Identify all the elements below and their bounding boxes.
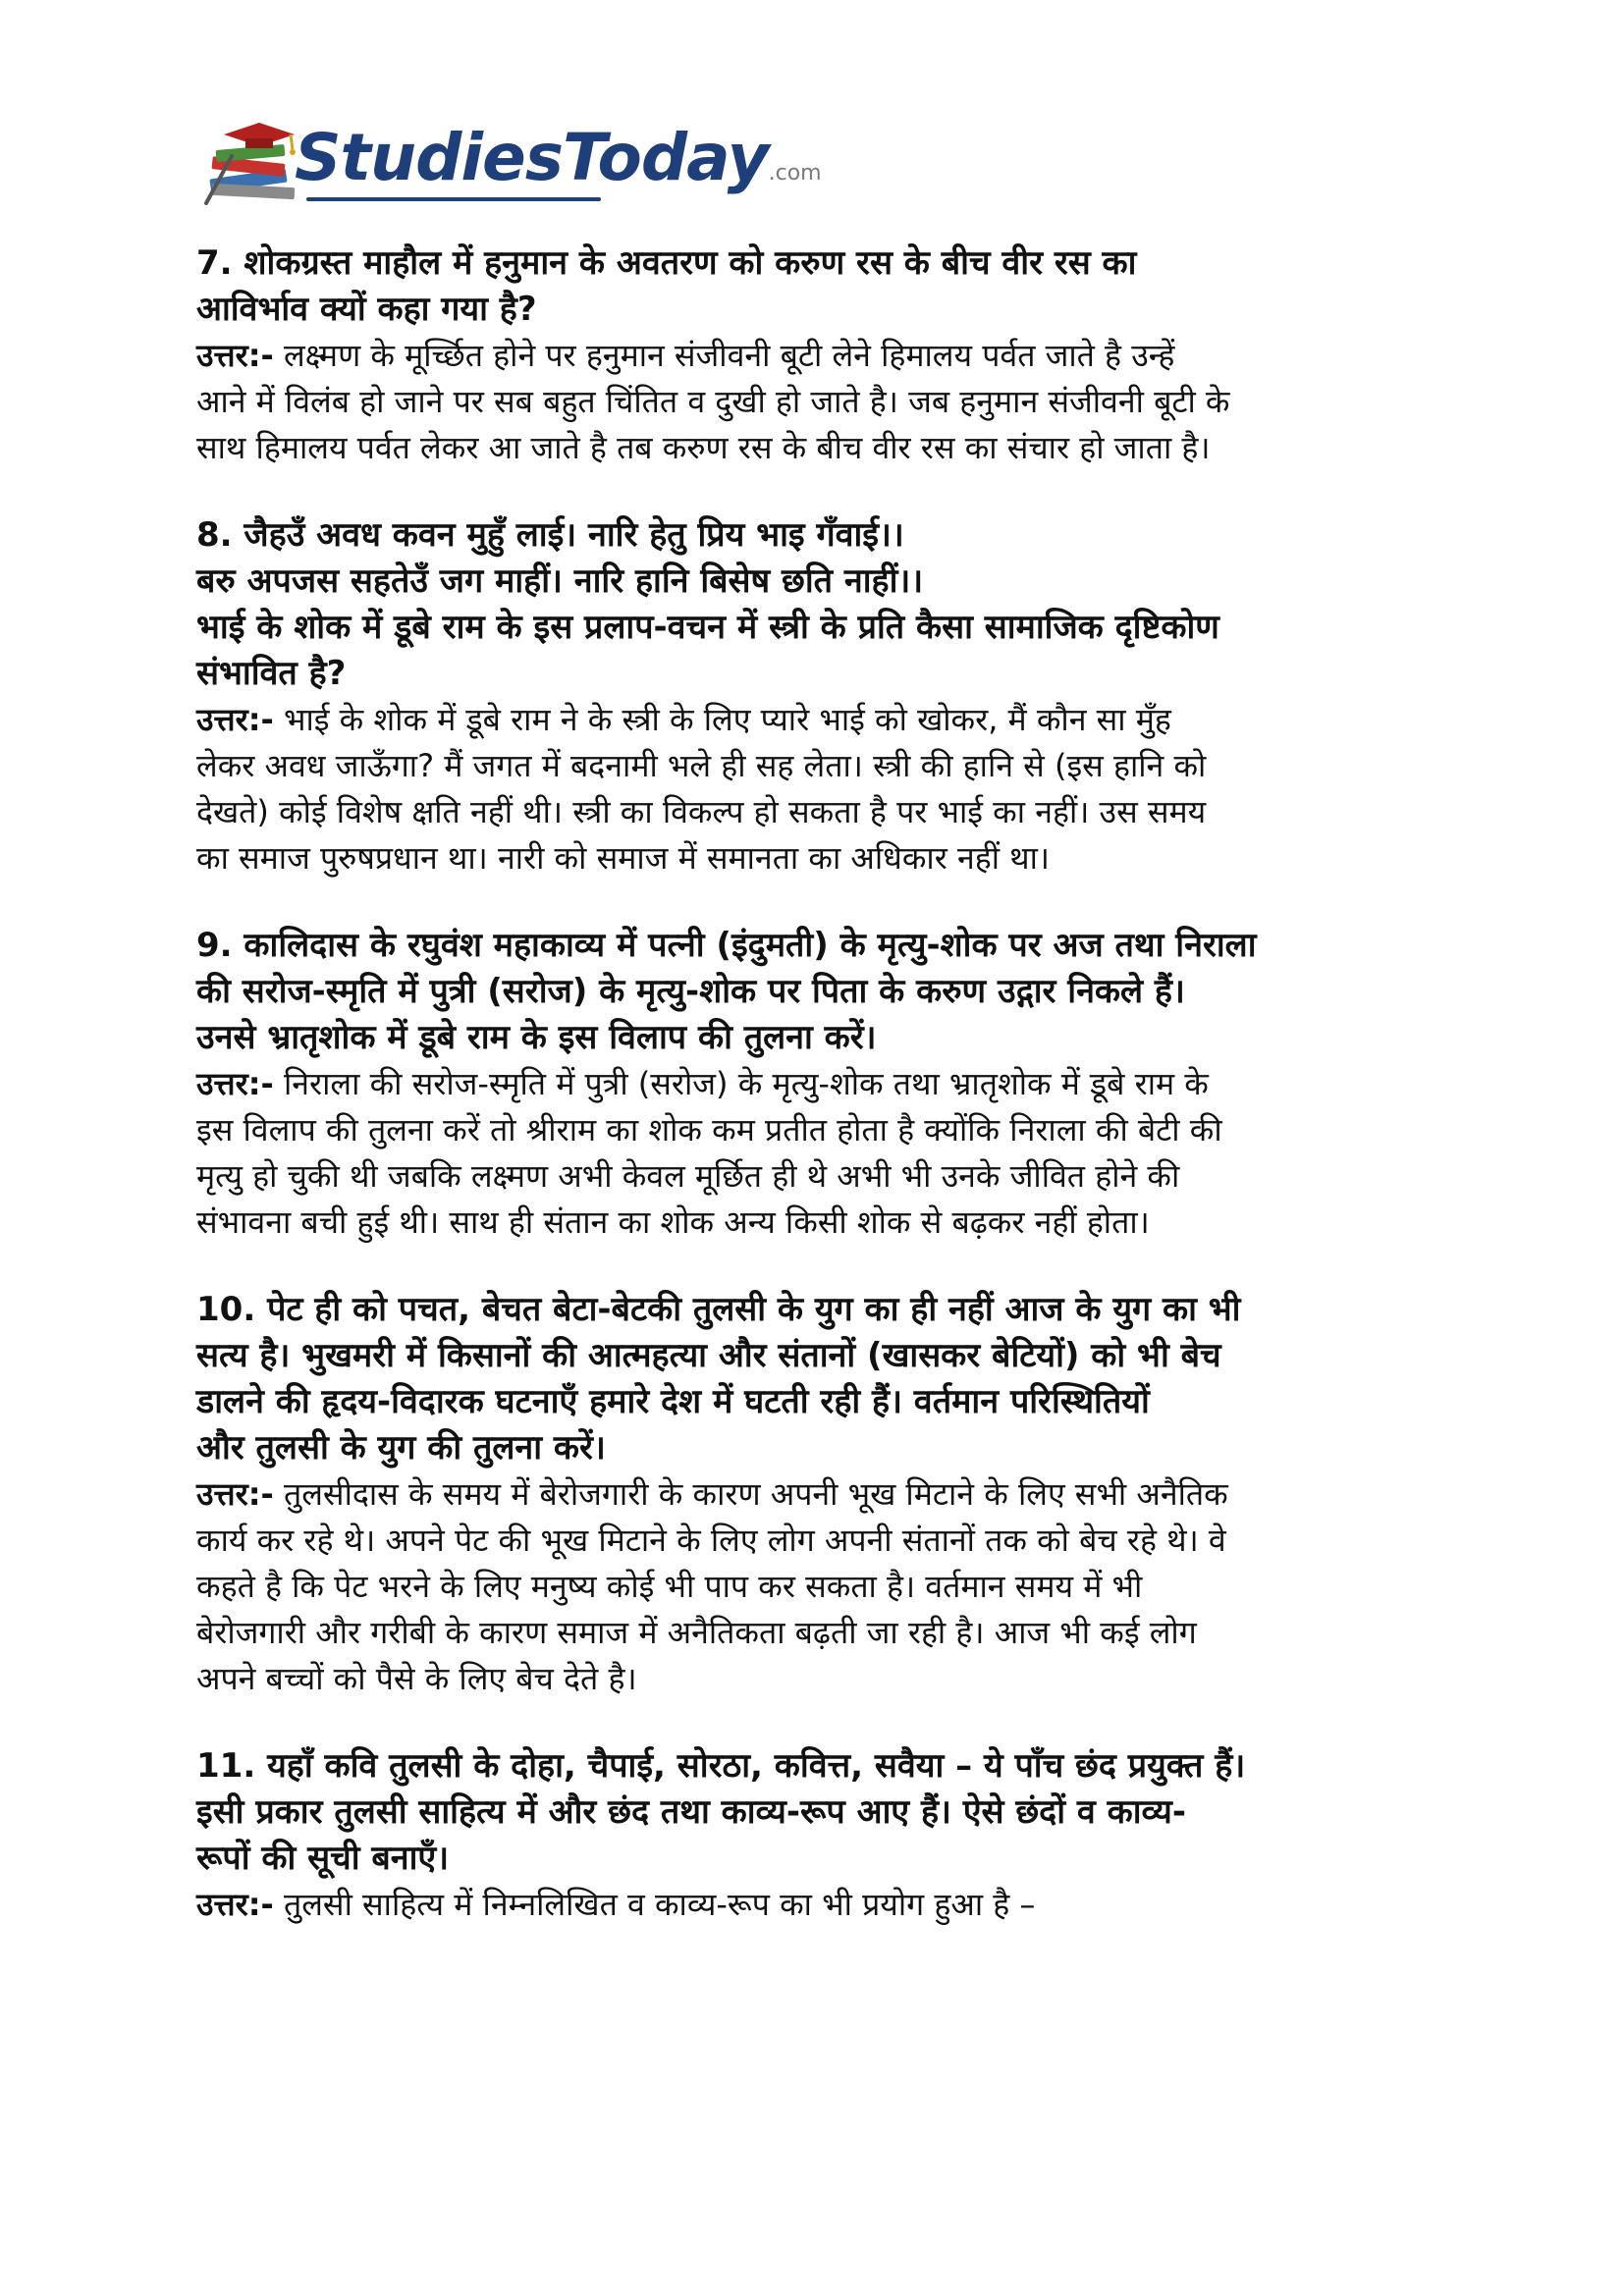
answer-line: [196, 1153, 1453, 1200]
answer-line-text: लक्ष्मण के मूर्च्छित होने पर हनुमान संजीवनी बूटी लेने हिमालय पर्वत जाते है उन्हें: [273, 337, 1175, 374]
answer-line: [196, 743, 1453, 789]
answer-text: [196, 333, 1453, 471]
question-line: सत्य है। भुखमरी में किसानों की आत्महत्या और संतानों (खासकर बेटियों) को भी बेच: [196, 1336, 1221, 1375]
document-body: [196, 240, 1453, 1969]
books-graduation-cap-icon: [202, 117, 304, 205]
answer-line-text: तुलसी साहित्य में निम्नलिखित व काव्य-रूप का भी प्रयोग हुआ है –: [273, 1886, 1036, 1923]
answer-line: [196, 1471, 1453, 1518]
question-line: और तुलसी के युग की तुलना करें।: [196, 1428, 606, 1468]
question-text: [196, 1287, 1453, 1471]
answer-label: उत्तर:-: [196, 1065, 274, 1102]
question-line: 9. कालिदास के रघुवंश महाकाव्य में पत्नी (इंदुमती) के मृत्यु-शोक पर अज तथा निराला: [196, 926, 1257, 965]
answer-line: [196, 1518, 1453, 1564]
question-line: रूपों की सूची बनाएँ।: [196, 1839, 450, 1878]
question-line: इसी प्रकार तुलसी साहित्य में और छंद तथा काव्य-रूप आए हैं। ऐसे छंदों व काव्य-: [196, 1792, 1186, 1832]
question-text: [196, 512, 1453, 697]
answer-label: उत्तर:-: [196, 1886, 274, 1923]
question-block: [196, 512, 1453, 881]
question-line: उनसे भ्रातृशोक में डूबे राम के इस विलाप की तुलना करें।: [196, 1018, 877, 1057]
answer-text: [196, 1882, 1453, 1928]
answer-line-text: निराला की सरोज-स्मृति में पुत्री (सरोज) के मृत्यु-शोक तथा भ्रातृशोक में डूबे राम के: [273, 1065, 1209, 1102]
answer-line: [196, 1107, 1453, 1153]
answer-line-text: इस विलाप की तुलना करें तो श्रीराम का शोक कम प्रतीत होता है क्योंकि निराला की बेटी की: [196, 1111, 1222, 1148]
answer-line-text: भाई के शोक में डूबे राम ने के स्त्री के लिए प्यारे भाई को खोकर, मैं कौन सा मुँह: [273, 701, 1171, 738]
question-line: 11. यहाँ कवि तुलसी के दोहा, चैपाई, सोरठा, कवित्त, सवैया – ये पाँच छंद प्रयुक्त हैं।: [196, 1746, 1246, 1786]
question-line: डालने की हृदय-विदारक घटनाएँ हमारे देश में घटती रही हैं। वर्तमान परिस्थितियों: [196, 1382, 1150, 1421]
answer-line: [196, 425, 1453, 471]
answer-line: [196, 1061, 1453, 1107]
question-block: [196, 1287, 1453, 1702]
answer-line-text: लेकर अवध जाऊँगा? मैं जगत में बदनामी भले ही सह लेता। स्त्री की हानि से (इस हानि को: [196, 747, 1207, 784]
answer-line-text: कहते है कि पेट भरने के लिए मनुष्य कोई भी पाप कर सकता है। वर्तमान समय में भी: [196, 1568, 1143, 1605]
answer-line: [196, 1656, 1453, 1702]
question-line: भाई के शोक में डूबे राम के इस प्रलाप-वचन में स्त्री के प्रति कैसा सामाजिक दृष्टिकोण: [196, 608, 1219, 647]
answer-label: उत्तर:-: [196, 337, 274, 374]
answer-line: [196, 1882, 1453, 1928]
answer-line: [196, 333, 1453, 379]
answer-line: [196, 697, 1453, 743]
question-line: 10. पेट ही को पचत, बेचत बेटा-बेटकी तुलसी के युग का ही नहीं आज के युग का भी: [196, 1290, 1241, 1329]
answer-line: [196, 1610, 1453, 1656]
brand-underline: [306, 197, 601, 201]
answer-line-text: बेरोजगारी और गरीबी के कारण समाज में अनैतिकता बढ़ती जा रही है। आज भी कई लोग: [196, 1614, 1197, 1651]
answer-line: [196, 789, 1453, 835]
question-block: [196, 1743, 1453, 1928]
answer-line: [196, 1200, 1453, 1246]
answer-line-text: कार्य कर रहे थे। अपने पेट की भूख मिटाने के लिए लोग अपनी संतानों तक को बेच रहे थे। वे: [196, 1522, 1226, 1559]
answer-line-text: अपने बच्चों को पैसे के लिए बेच देते है।: [196, 1660, 637, 1697]
answer-text: [196, 697, 1453, 881]
brand-suffix: .com: [768, 161, 822, 186]
question-text: [196, 240, 1453, 333]
answer-line-text: तुलसीदास के समय में बेरोजगारी के कारण अपनी भूख मिटाने के लिए सभी अनैतिक: [273, 1475, 1228, 1513]
answer-label: उत्तर:-: [196, 701, 274, 738]
answer-line-text: का समाज पुरुषप्रधान था। नारी को समाज में समानता का अधिकार नहीं था।: [196, 839, 1051, 877]
question-line: आविर्भाव क्यों कहा गया है?: [196, 290, 537, 329]
question-line: बरु अपजस सहतेउँ जग माहीं। नारि हानि बिसेष छति नाहीं।।: [196, 561, 924, 601]
answer-line: [196, 379, 1453, 425]
answer-line-text: मृत्यु हो चुकी थी जबकि लक्ष्मण अभी केवल मूर्छित ही थे अभी भी उनके जीवित होने की: [196, 1157, 1180, 1195]
site-logo[interactable]: [196, 103, 822, 211]
answer-label: उत्तर:-: [196, 1475, 274, 1513]
question-block: [196, 240, 1453, 471]
question-text: [196, 923, 1453, 1061]
brand-text: StudiesToday: [295, 120, 769, 195]
question-line: 7. शोकग्रस्त माहौल में हनुमान के अवतरण को करुण रस के बीच वीर रस का: [196, 243, 1137, 283]
answer-line-text: संभावना बची हुई थी। साथ ही संतान का शोक अन्य किसी शोक से बढ़कर नहीं होता।: [196, 1203, 1150, 1241]
question-line: संभावित है?: [196, 654, 347, 693]
question-text: [196, 1743, 1453, 1882]
answer-text: [196, 1471, 1453, 1702]
answer-line-text: देखते) कोई विशेष क्षति नहीं थी। स्त्री का विकल्प हो सकता है पर भाई का नहीं। उस समय: [196, 793, 1207, 830]
answer-line: [196, 1564, 1453, 1610]
question-block: [196, 923, 1453, 1246]
answer-line-text: साथ हिमालय पर्वत लेकर आ जाते है तब करुण रस के बीच वीर रस का संचार हो जाता है।: [196, 429, 1211, 466]
answer-line-text: आने में विलंब हो जाने पर सब बहुत चिंतित व दुखी हो जाते है। जब हनुमान संजीवनी बूटी के: [196, 383, 1230, 420]
answer-text: [196, 1061, 1453, 1246]
question-line: 8. जैहउँ अवध कवन मुहुँ लाई। नारि हेतु प्रिय भाइ गँवाई।।: [196, 515, 904, 555]
answer-line: [196, 835, 1453, 881]
question-line: की सरोज-स्मृति में पुत्री (सरोज) के मृत्यु-शोक पर पिता के करुण उद्गार निकले हैं।: [196, 972, 1185, 1011]
